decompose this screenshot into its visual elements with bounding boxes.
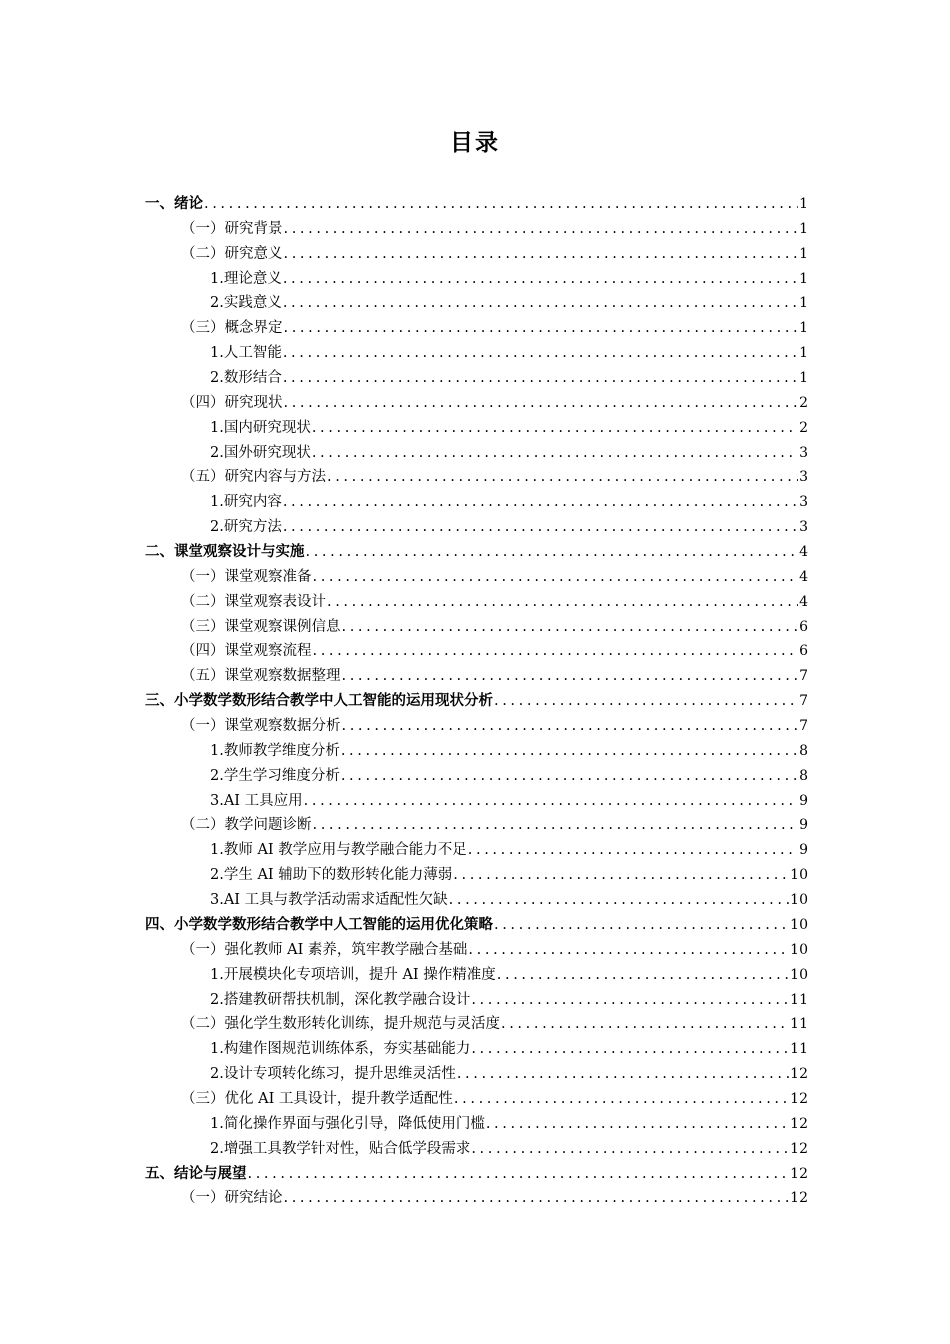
- toc-entry-level-3[interactable]: [145, 764, 808, 789]
- toc-entry-label: 1.构建作图规范训练体系，夯实基础能力: [210, 1041, 471, 1058]
- toc-entry-level-2[interactable]: [145, 714, 808, 739]
- toc-entry-level-3[interactable]: [145, 515, 808, 540]
- toc-entry-label: 2.数形结合: [210, 370, 282, 387]
- dot-leader: [486, 1112, 789, 1136]
- toc-entry-label: 1.人工智能: [210, 345, 282, 362]
- dot-leader: [468, 838, 798, 862]
- toc-entry-label: （一）课堂观察数据分析: [181, 718, 341, 735]
- table-of-contents: [145, 192, 808, 1211]
- dot-leader: [342, 615, 799, 639]
- toc-entry-label: （五）课堂观察数据整理: [181, 668, 341, 685]
- toc-entry-label: 2.学生学习维度分析: [210, 767, 340, 784]
- toc-entry-level-3[interactable]: [145, 963, 808, 988]
- dot-leader: [497, 963, 789, 987]
- toc-entry-label: 2.搭建教研帮扶机制，深化教学融合设计: [210, 991, 471, 1008]
- toc-entry-label: 三、小学数学数形结合教学中人工智能的运用现状分析: [145, 693, 493, 710]
- toc-entry-level-3[interactable]: [145, 988, 808, 1013]
- toc-entry-label: 五、结论与展望: [145, 1165, 247, 1182]
- toc-entry-page-number: 8: [799, 767, 808, 784]
- toc-entry-page-number: 1: [799, 370, 808, 387]
- dot-leader: [283, 515, 798, 539]
- toc-entry-page-number: 11: [790, 1016, 808, 1033]
- dot-leader: [312, 416, 798, 440]
- dot-leader: [327, 465, 798, 489]
- toc-entry-label: 四、小学数学数形结合教学中人工智能的运用优化策略: [145, 916, 493, 933]
- toc-entry-level-3[interactable]: [145, 490, 808, 515]
- toc-entry-page-number: 8: [799, 742, 808, 759]
- dot-leader: [313, 565, 799, 589]
- toc-entry-label: 2.学生 AI 辅助下的数形转化能力薄弱: [210, 867, 453, 884]
- toc-entry-label: 1.开展模块化专项培训，提升 AI 操作精准度: [210, 966, 496, 983]
- toc-entry-label: 2.设计专项转化练习，提升思维灵活性: [210, 1066, 456, 1083]
- toc-entry-page-number: 12: [790, 1090, 808, 1107]
- dot-leader: [283, 366, 798, 390]
- dot-leader: [283, 267, 798, 291]
- toc-entry-page-number: 12: [790, 1066, 808, 1083]
- dot-leader: [341, 764, 798, 788]
- toc-entry-level-2[interactable]: [145, 465, 808, 490]
- toc-entry-page-number: 1: [799, 245, 808, 262]
- toc-entry-level-2[interactable]: [145, 217, 808, 242]
- dot-leader: [342, 664, 799, 688]
- dot-leader: [471, 1137, 789, 1161]
- toc-entry-level-3[interactable]: [145, 267, 808, 292]
- toc-entry-label: （四）研究现状: [181, 394, 283, 411]
- toc-entry-label: （五）研究内容与方法: [181, 469, 326, 486]
- toc-entry-level-3[interactable]: [145, 838, 808, 863]
- toc-entry-page-number: 12: [790, 1140, 808, 1157]
- toc-entry-label: （三）概念界定: [181, 320, 283, 337]
- toc-entry-level-2[interactable]: [145, 242, 808, 267]
- toc-entry-level-2[interactable]: [145, 316, 808, 341]
- toc-entry-level-2[interactable]: [145, 1087, 808, 1112]
- toc-entry-label: 1.教师 AI 教学应用与教学融合能力不足: [210, 842, 467, 859]
- toc-entry-label: （二）课堂观察表设计: [181, 593, 326, 610]
- toc-entry-page-number: 4: [799, 568, 808, 585]
- toc-entry-level-2[interactable]: [145, 615, 808, 640]
- toc-entry-level-1[interactable]: [145, 913, 808, 938]
- toc-entry-level-3[interactable]: [145, 366, 808, 391]
- toc-entry-label: 1.理论意义: [210, 270, 282, 287]
- dot-leader: [284, 316, 799, 340]
- toc-entry-level-3[interactable]: [145, 341, 808, 366]
- toc-entry-level-3[interactable]: [145, 441, 808, 466]
- toc-entry-level-3[interactable]: [145, 1112, 808, 1137]
- toc-entry-page-number: 7: [799, 668, 808, 685]
- toc-entry-level-1[interactable]: [145, 689, 808, 714]
- toc-entry-label: （二）研究意义: [181, 245, 283, 262]
- toc-entry-level-2[interactable]: [145, 664, 808, 689]
- toc-entry-page-number: 3: [799, 494, 808, 511]
- dot-leader: [284, 242, 799, 266]
- dot-leader: [304, 789, 798, 813]
- toc-entry-label: 一、绪论: [145, 196, 203, 212]
- dot-leader: [284, 391, 799, 415]
- toc-entry-label: 3.AI 工具与教学活动需求适配性欠缺: [210, 892, 448, 909]
- toc-entry-level-3[interactable]: [145, 888, 808, 913]
- toc-entry-page-number: 9: [799, 842, 808, 859]
- toc-entry-label: （一）研究背景: [181, 220, 283, 237]
- toc-entry-page-number: 1: [799, 220, 808, 237]
- toc-entry-page-number: 6: [799, 618, 808, 635]
- toc-entry-label: 1.国内研究现状: [210, 419, 311, 436]
- dot-leader: [341, 739, 798, 763]
- toc-entry-page-number: 2: [799, 394, 808, 411]
- dot-leader: [312, 441, 798, 465]
- toc-entry-label: （三）课堂观察课例信息: [181, 618, 341, 635]
- toc-entry-page-number: 7: [799, 693, 808, 710]
- toc-entry-page-number: 1: [799, 295, 808, 312]
- toc-entry-page-number: 10: [790, 892, 808, 909]
- dot-leader: [283, 341, 798, 365]
- toc-entry-label: 2.研究方法: [210, 519, 282, 536]
- dot-leader: [306, 540, 799, 564]
- toc-entry-page-number: 12: [790, 1165, 808, 1182]
- toc-entry-label: （一）强化教师 AI 素养，筑牢教学融合基础: [181, 941, 468, 958]
- dot-leader: [494, 913, 789, 937]
- toc-entry-level-2[interactable]: [145, 1186, 808, 1211]
- toc-entry-label: 3.AI 工具应用: [210, 792, 303, 809]
- dot-leader: [471, 1037, 789, 1061]
- toc-entry-level-3[interactable]: [145, 416, 808, 441]
- toc-entry-page-number: 1: [799, 270, 808, 287]
- toc-entry-level-1[interactable]: [145, 1162, 808, 1187]
- toc-entry-page-number: 2: [799, 419, 808, 436]
- toc-entry-page-number: 12: [790, 1115, 808, 1132]
- toc-entry-page-number: 6: [799, 643, 808, 660]
- toc-entry-label: 1.简化操作界面与强化引导，降低使用门槛: [210, 1115, 485, 1132]
- toc-entry-label: 1.教师教学维度分析: [210, 742, 340, 759]
- toc-entry-page-number: 11: [790, 1041, 808, 1058]
- toc-entry-level-2[interactable]: [145, 391, 808, 416]
- toc-entry-label: 2.实践意义: [210, 295, 282, 312]
- toc-entry-level-2[interactable]: [145, 590, 808, 615]
- dot-leader: [327, 590, 798, 614]
- toc-entry-page-number: 10: [790, 916, 808, 933]
- toc-entry-page-number: 10: [790, 941, 808, 958]
- dot-leader: [342, 714, 799, 738]
- dot-leader: [494, 689, 798, 713]
- toc-entry-page-number: 1: [799, 320, 808, 337]
- toc-entry-page-number: 3: [799, 444, 808, 461]
- toc-entry-page-number: 7: [799, 718, 808, 735]
- toc-entry-label: （四）课堂观察流程: [181, 643, 312, 660]
- dot-leader: [471, 988, 789, 1012]
- toc-entry-level-1[interactable]: [145, 540, 808, 565]
- dot-leader: [284, 1186, 790, 1210]
- toc-entry-level-3[interactable]: [145, 863, 808, 888]
- dot-leader: [457, 1062, 789, 1086]
- toc-entry-level-3[interactable]: [145, 1062, 808, 1087]
- toc-entry-level-1[interactable]: [145, 192, 808, 217]
- dot-leader: [248, 1162, 790, 1186]
- dot-leader: [313, 813, 799, 837]
- toc-entry-label: 2.国外研究现状: [210, 444, 311, 461]
- toc-entry-level-3[interactable]: [145, 739, 808, 764]
- dot-leader: [501, 1012, 789, 1036]
- dot-leader: [283, 291, 798, 315]
- dot-leader: [468, 938, 789, 962]
- toc-entry-level-2[interactable]: [145, 938, 808, 963]
- toc-entry-label: （二）教学问题诊断: [181, 817, 312, 834]
- dot-leader: [283, 490, 798, 514]
- toc-entry-label: 1.研究内容: [210, 494, 282, 511]
- toc-entry-label: （三）优化 AI 工具设计，提升教学适配性: [181, 1090, 453, 1107]
- dot-leader: [204, 192, 798, 216]
- toc-entry-page-number: 3: [799, 519, 808, 536]
- toc-entry-level-3[interactable]: [145, 789, 808, 814]
- toc-entry-page-number: 4: [799, 593, 808, 610]
- toc-entry-page-number: 9: [799, 792, 808, 809]
- dot-leader: [284, 217, 799, 241]
- toc-entry-level-3[interactable]: [145, 1037, 808, 1062]
- toc-entry-level-2[interactable]: [145, 565, 808, 590]
- dot-leader: [453, 863, 789, 887]
- toc-entry-page-number: 1: [799, 196, 808, 212]
- dot-leader: [454, 1087, 789, 1111]
- toc-entry-page-number: 10: [790, 966, 808, 983]
- toc-entry-page-number: 12: [790, 1190, 808, 1207]
- toc-entry-page-number: 1: [799, 345, 808, 362]
- toc-entry-label: 2.增强工具教学针对性，贴合低学段需求: [210, 1140, 471, 1157]
- toc-entry-page-number: 9: [799, 817, 808, 834]
- toc-entry-label: （一）研究结论: [181, 1190, 283, 1207]
- dot-leader: [449, 888, 790, 912]
- toc-entry-level-2[interactable]: [145, 639, 808, 664]
- toc-entry-level-2[interactable]: [145, 813, 808, 838]
- dot-leader: [313, 639, 799, 663]
- toc-entry-page-number: 10: [790, 867, 808, 884]
- toc-entry-label: （二）强化学生数形转化训练，提升规范与灵活度: [181, 1016, 500, 1033]
- toc-entry-level-3[interactable]: [145, 291, 808, 316]
- toc-entry-level-3[interactable]: [145, 1137, 808, 1162]
- toc-entry-page-number: 4: [799, 544, 808, 561]
- toc-entry-page-number: 3: [799, 469, 808, 486]
- toc-entry-label: （一）课堂观察准备: [181, 568, 312, 585]
- page-title: 目录: [450, 130, 500, 156]
- toc-entry-label: 二、课堂观察设计与实施: [145, 544, 305, 561]
- toc-entry-page-number: 11: [790, 991, 808, 1008]
- toc-entry-level-2[interactable]: [145, 1012, 808, 1037]
